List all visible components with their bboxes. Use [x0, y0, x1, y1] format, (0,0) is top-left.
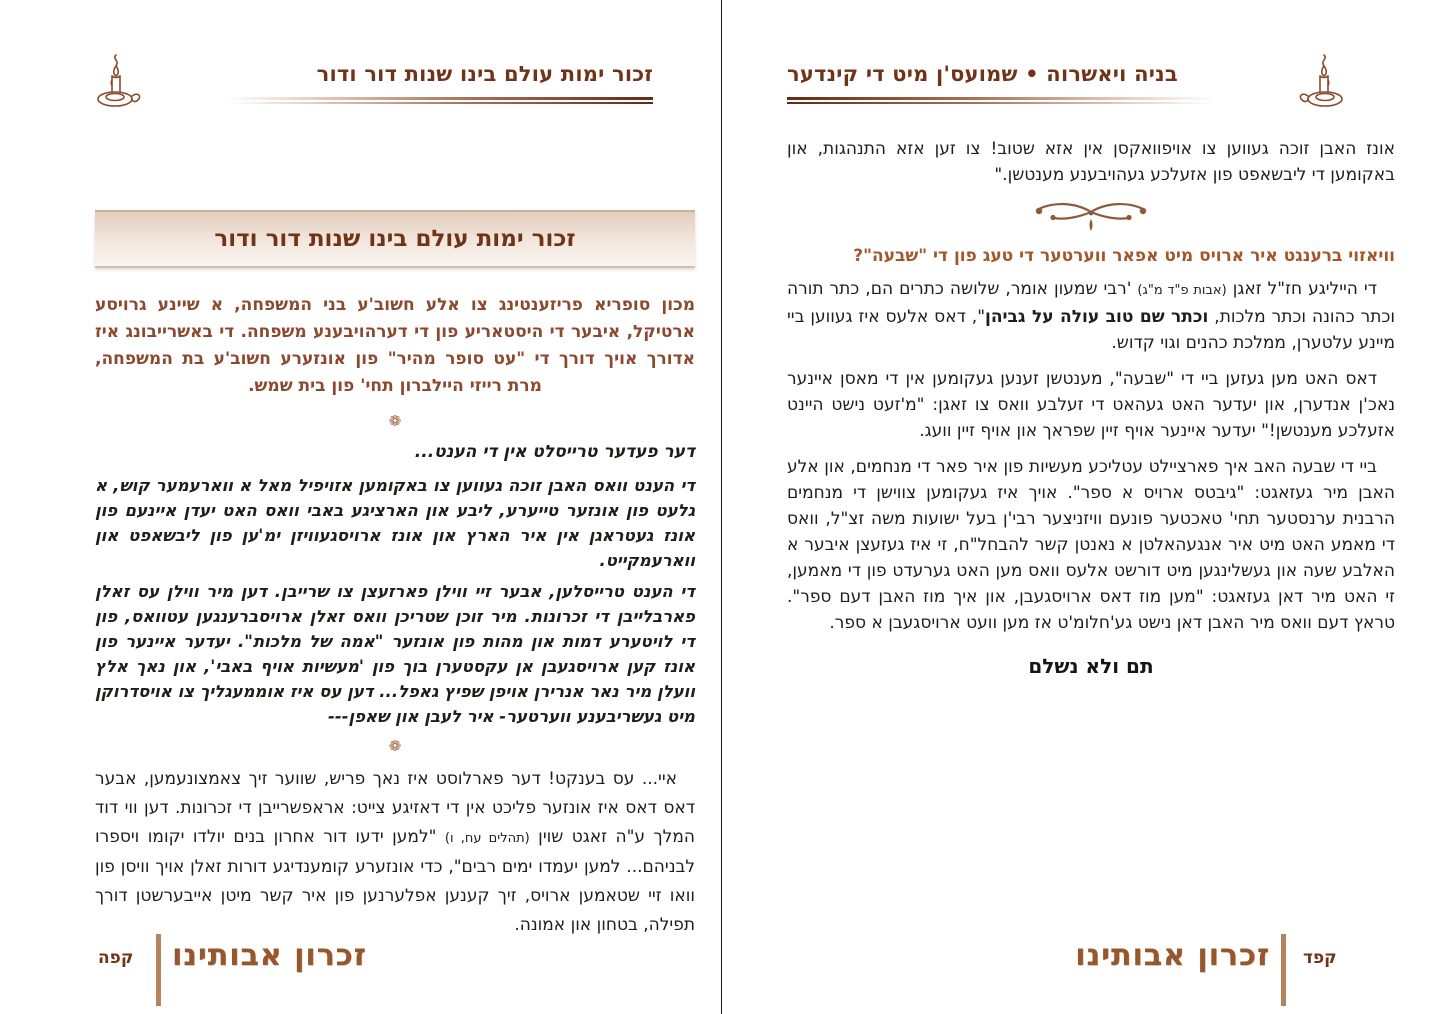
header-rule-thin: [225, 102, 653, 104]
left-page-content: [95, 210, 695, 950]
footer-brand-left: זכרון אבותינו: [172, 938, 367, 973]
body-paragraph-1: אונז האבן זוכה געווען צו אויפוואקסן אין אזא שטוב! צו זען אזא התנהגות, און באקומען די ליבשאפט פון אזעלכע געהויבענע מענטשן.": [787, 139, 1395, 185]
footer-brand-right: זכרון אבותינו: [1075, 938, 1270, 973]
page-number-left: קפה: [98, 948, 134, 968]
flourish-divider-icon: [1029, 200, 1153, 234]
rosette-icon: ❁: [388, 737, 402, 755]
header-rule: [787, 97, 1215, 104]
section-title-box: [95, 210, 695, 268]
body-paragraph-2: די הייליגע חז"ל זאגן (אבות פ"ד מ"ג) 'רבי שמעון אומר, שלושה כתרים הם, כתר תורה וכתר כהונה וכתר מלכות, וכתר שם טוב עולה על גביהן", דאס אלעס איז געווען ביי מיינע עלטערן, ממלכת כהנים וגוי קדוש.: [787, 279, 1395, 353]
memoir-paragraph-2: די הענט טרייסלען, אבער זיי ווילן פארזעצן צו שרייבן. דען מיר ווילן עס זאלן פארבלייבן די זכרונות. מיר זוכן שטריכן וואס זאלן ארויסברענגען עטוואס, פון די לויטערע דמות און מהות פון אונזער "אמה של מלכות". יעדער איינער פון אונז קען ארויסגעבן אן עקסטערן בוך פון 'מעשיות אויף באבי', און נאך אלץ וועלן מיר נאר אנרירן אויפן שפיץ גאפל... דען עס איז אוממעגליך צו אויסדרוקן מיט געשריבענע ווערטער- איר לעבן און שאפן---: [95, 582, 695, 726]
closing-phrase: תם ולא נשלם: [1028, 654, 1154, 678]
header-rule-thin: [787, 102, 1215, 104]
page-number-right: קפד: [1303, 948, 1337, 968]
footer-bar: [156, 934, 161, 1006]
running-head-right: בניה ויאשרוה • שמועס'ן מיט די קינדער: [787, 62, 1178, 86]
footer-bar: [1281, 934, 1286, 1006]
rosette-icon: ❁: [388, 412, 402, 430]
closing-paragraph: איי... עס בענקט! דער פארלוסט איז נאך פריש, שווער זיך צאמצונעמען, אבער דאס דאס איז אונזער פליכט אין די דאזיגע צייט: אראפשרייבן די זכרונות. דען ווי דוד המלך ע"ה זאגט שוין (תהלים עח, ו) "למען ידעו דור אחרון בנים יולדו יקומו ויספרו לבניהם... למען יעמדו ימים רבים", כדי אונזערע קומענדיגע דורות זאלן אויך וויסן פון וואו זיי שטאמען ארויס, זיך קענען אפלערנען פון איר קשר מיטן אייבערשטן דורך תפילה, בטחון און אמונה.: [95, 769, 695, 935]
header-rule: [225, 97, 653, 104]
header-rule-thick: [225, 97, 653, 100]
lead-line: דער פעדער טרייסלט אין די הענט...: [414, 442, 695, 462]
candle-icon: [86, 52, 148, 112]
candle-icon: [1292, 52, 1354, 112]
header-rule-thick: [787, 97, 1215, 100]
question-heading: וויאזוי ברענגט איר ארויס מיט אפאר ווערטער די טעג פון די "שבעה"?: [853, 246, 1395, 266]
right-page-content: [787, 136, 1395, 678]
running-head-left: זכור ימות עולם בינו שנות דור ודור: [316, 62, 653, 86]
body-paragraph-3: דאס האט מען געזען ביי די "שבעה", מענטשן זענען געקומען אין די מאסן איינער נאכ'ן אנדערן, און יעדער האט געהאט די זעלבע וואס צו זאגן: "מ'זעט נישט היינט אזעלכע מענטשן!" יעדער איינער אויף זיין שפראך און אויף זיין וועג.: [787, 369, 1395, 441]
memoir-paragraph-1: די הענט וואס האבן זוכה געווען צו באקומען אזויפיל מאל א ווארעמער קוש, א גלעט פון אונזער טייערע, ליבע און הארציגע באבי וואס האט יעדן איינעם פון אונז געטראגן אין איר הארץ און אונז ארויסגעוויזן ימ'ען פון ליבשאפט און ווארעמקייט.: [95, 476, 695, 570]
intro-paragraph: מכון סופריא פריזענטינג צו אלע חשוב'ע בני המשפחה, א שיינע גרויסע ארטיקל, איבער די היסטאריע פון די דערהויבענע משפחה. די באשרייבונג איז אדורך אויך דורך די "עט סופר מהיר" פון אונזערע חשוב'ע בת המשפחה, מרת רייזי היילברון תחי' פון בית שמש.: [95, 295, 695, 396]
body-paragraph-4: ביי די שבעה האב איך פארציילט עטליכע מעשיות פון איר פאר די מנחמים, און אלע האבן מיר געזאגט: "גיבטס ארויס א ספר". אויך איז געקומען צווישן די מנחמים הרבנית ערנסטער תחי' טאכטער פונעם וויזניצער רבי'ן בעל ישועות משה זצ"ל, וואס די מאמע האט מיט איר אנגעהאלטן א נאנטן קשר להבחל"ח, זי איז געזעצן איבער א האלבע שעה און געשלינגען מיט דורשט אלעס וואס מען האט גערעדט פון די מאמען, זי האט מיר דאן געזאגט: "מען מוז דאס ארויסגעבן, און איך מוז האבן דעם ספר". טראץ דעם וואס מיר האבן דאן נישט גע'חלומ'ט אז מען וועט ארויסגעבן א ספר.: [787, 457, 1395, 633]
section-title: זכור ימות עולם בינו שנות דור ודור: [214, 226, 576, 252]
page-right: [720, 0, 1440, 1014]
